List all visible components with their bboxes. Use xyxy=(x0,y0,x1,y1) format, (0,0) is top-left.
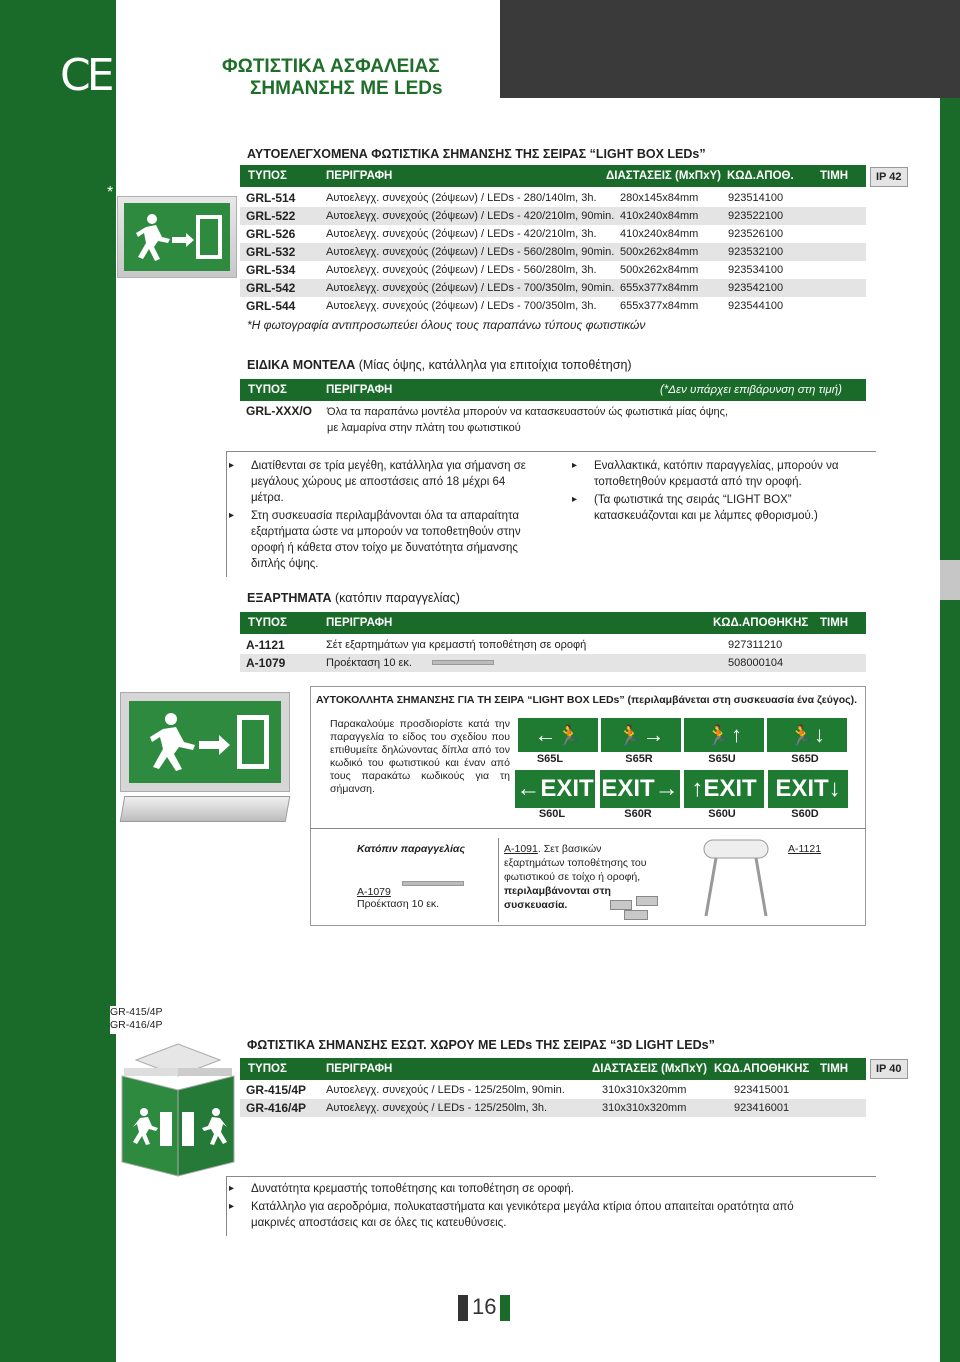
row-dims: 500x262x84mm xyxy=(620,246,699,258)
row-desc: Σέτ εξαρτημάτων για κρεμαστή τοποθέτηση σε οροφή xyxy=(326,639,587,651)
arrow-right-icon: → xyxy=(642,722,665,747)
row-code: 508000104 xyxy=(728,657,784,669)
arrow-down-icon: ↓ xyxy=(813,722,825,747)
sticker-code: S60U xyxy=(708,808,736,820)
row-dims: 500x262x84mm xyxy=(620,264,699,276)
col-price: ΤΙΜΗ xyxy=(820,617,849,629)
special-title-rest: (Μίας όψης, κατάλληλα για επιτοίχια τοποθέτηση) xyxy=(355,358,632,372)
row-type: GRL-522 xyxy=(246,209,296,223)
special-title-bold: ΕΙΔΙΚΑ ΜΟΝΤΕΛΑ xyxy=(247,358,356,372)
sticker-code: S65D xyxy=(791,753,819,765)
stickers-instructions: Παρακαλούμε προσδιορίστε κατά την παραγγελία το είδος του σχεδίου που επιθυμείτε δηλώνοντας δίπλα από τον κωδικό του φωτιστικού και έναν από τους παρακάτω κωδικούς για τη σήμανση. xyxy=(330,718,510,795)
title-line-2: ΣΗΜΑΝΣΗΣ ΜΕ LEDs xyxy=(250,78,443,99)
pictogram-sticker-left xyxy=(518,718,598,752)
row-dims: 410x240x84mm xyxy=(620,228,699,240)
row-code: 923522100 xyxy=(728,210,784,222)
row-code: 923532100 xyxy=(728,246,784,258)
lightbox-table-header xyxy=(240,165,866,187)
col-type: ΤΥΠΟΣ xyxy=(248,1063,287,1075)
page-number-text: 16 xyxy=(472,1294,497,1319)
col-desc: ΠΕΡΙΓΡΑΦΗ xyxy=(326,617,393,629)
3d-light-photo xyxy=(116,1034,240,1180)
col-type: ΤΥΠΟΣ xyxy=(248,170,287,182)
running-man-icon: 🏃 xyxy=(706,725,731,747)
divider-vertical xyxy=(498,838,499,922)
divider-vertical xyxy=(226,1176,227,1236)
sticker-code: S60R xyxy=(624,808,652,820)
extension-rod-image xyxy=(432,660,494,665)
col-price: ΤΙΜΗ xyxy=(820,170,849,182)
row-type: A-1079 xyxy=(246,656,286,670)
stickers-heading: ΑΥΤΟΚΟΛΛΗΤΑ ΣΗΜΑΝΣΗΣ ΓΙΑ ΤΗ ΣΕΙΡΑ “LIGHT BOX LEDs” (περιλαμβάνεται στη συσκευασία ένα ζεύγος). xyxy=(316,694,858,706)
3d-label-line-2: GR-416/4P xyxy=(110,1019,163,1031)
row-dims: 410x240x84mm xyxy=(620,210,699,222)
table-row xyxy=(240,279,866,297)
running-man-icon: 🏃 xyxy=(556,725,582,747)
accessories-title xyxy=(247,591,460,605)
row-desc: Αυτοελεγχ. συνεχούς (2όψεων) / LEDs - 700/350lm, 3h. xyxy=(326,300,597,312)
page-number-bar xyxy=(458,1295,468,1321)
col-type: ΤΥΠΟΣ xyxy=(248,384,287,396)
extension-rod-image xyxy=(402,881,464,886)
col-desc: ΠΕΡΙΓΡΑΦΗ xyxy=(326,1063,393,1075)
sign-frame xyxy=(120,692,290,792)
row-desc: Αυτοελεγχ. συνεχούς (2όψεων) / LEDs - 280/140lm, 3h. xyxy=(326,192,597,204)
row-dims: 280x145x84mm xyxy=(620,192,699,204)
special-desc xyxy=(327,404,728,436)
sticker-code: S60D xyxy=(791,808,819,820)
sticker-code: S65L xyxy=(536,753,564,765)
a1091-code: A-1091 xyxy=(504,843,538,855)
row-code: 927311210 xyxy=(728,639,783,651)
pictogram-sticker-right xyxy=(601,718,681,752)
row-desc: Προέκταση 10 εκ. xyxy=(326,657,412,669)
running-man-icon xyxy=(129,701,281,783)
running-man-icon: 🏃 xyxy=(617,725,643,747)
lightbox-sign-photo xyxy=(117,196,237,278)
table-row xyxy=(240,1099,866,1117)
a1091-bold: περιλαμβάνονται στη συσκευασία. xyxy=(504,885,611,911)
a1079-code: A-1079 xyxy=(357,886,391,898)
sticker-code: S65U xyxy=(708,753,736,765)
accessories-title-bold: ΕΞΑΡΤΗΜΑΤΑ xyxy=(247,591,332,605)
divider xyxy=(226,1176,876,1177)
row-desc: Αυτοελεγχ. συνεχούς (2όψεων) / LEDs - 420/210lm, 3h. xyxy=(326,228,597,240)
pictogram-sticker-down xyxy=(767,718,847,752)
special-models-title xyxy=(247,358,632,372)
title-line-1: ΦΩΤΙΣΤΙΚΑ ΑΣΦΑΛΕΙΑΣ xyxy=(222,56,440,77)
exit-sticker-up: ↑EXIT xyxy=(684,770,764,808)
pictogram-sticker-up xyxy=(684,718,764,752)
row-desc: Αυτοελεγχ. συνεχούς / LEDs - 125/250lm, 90min. xyxy=(326,1084,565,1096)
col-code: ΚΩΔ.ΑΠΟΘΗΚΗΣ xyxy=(713,617,809,629)
row-type: GR-416/4P xyxy=(246,1101,307,1115)
row-code: 923526100 xyxy=(728,228,784,240)
row-code: 923514100 xyxy=(728,192,784,204)
3d-section-title: ΦΩΤΙΣΤΙΚΑ ΣΗΜΑΝΣΗΣ ΕΣΩΤ. ΧΩΡΟΥ ΜΕ LEDs ΤΗΣ ΣΕΙΡΑΣ “3D LIGHT LEDs” xyxy=(247,1038,715,1052)
row-desc: Αυτοελεγχ. συνεχούς (2όψεων) / LEDs - 560/280lm, 90min. xyxy=(326,246,615,258)
table-row xyxy=(240,297,866,315)
page-number-bar-green xyxy=(500,1295,510,1321)
accessories-title-rest: (κατόπιν παραγγελίας) xyxy=(331,591,460,605)
hanging-kit-icon xyxy=(694,836,786,920)
3d-label xyxy=(110,1006,240,1034)
bullet-item: ▸ Εναλλακτικά, κατόπιν παραγγελίας, μπορούν να τοποθετηθούν κρεμαστά από την οροφή. xyxy=(572,458,868,490)
running-man-icon: 🏃 xyxy=(789,725,814,747)
left-green-band xyxy=(0,0,116,1362)
a1091-text: . Σετ βασικών εξαρτημάτων τοποθέτησης του φωτιστικού σε τοίχο ή οροφή, xyxy=(504,843,647,883)
col-code: ΚΩΔ.ΑΠΟΘ. xyxy=(727,170,794,182)
sticker-code: S60L xyxy=(538,808,566,820)
row-type: GRL-526 xyxy=(246,227,296,241)
row-type: GRL-534 xyxy=(246,263,296,277)
col-desc: ΠΕΡΙΓΡΑΦΗ xyxy=(326,384,393,396)
photo-note: *Η φωτογραφία αντιπροσωπεύει όλους τους παραπάνω τύπους φωτιστικών xyxy=(247,318,646,332)
bullets-left xyxy=(229,458,529,574)
3d-table-header xyxy=(240,1058,866,1080)
page-number xyxy=(458,1294,510,1322)
table-row xyxy=(240,225,866,243)
ip-rating-badge: IP 42 xyxy=(870,167,908,187)
sticker-code: S65R xyxy=(625,753,653,765)
divider xyxy=(310,828,866,829)
asterisk-mark: * xyxy=(107,184,114,201)
lightbox-section-title: ΑΥΤΟΕΛΕΓΧΟΜΕΝΑ ΦΩΤΙΣΤΙΚΑ ΣΗΜΑΝΣΗΣ ΤΗΣ ΣΕΙΡΑΣ “LIGHT BOX LEDs” xyxy=(247,147,706,161)
hanging-kit-image xyxy=(694,836,786,920)
sign-base xyxy=(120,796,291,822)
table-row xyxy=(240,189,866,207)
running-man-icon xyxy=(124,203,230,271)
bullet-item: ▸ Στη συσκευασία περιλαμβάνονται όλα τα απαραίτητα εξαρτήματα ώστε να μπορούν να τοποθετηθούν στην οροφή ή κάθετα στον τοίχο με δυνατότητα σήμανσης διπλής όψης. xyxy=(229,508,529,572)
special-desc-line-1: Όλα τα παραπάνω μοντέλα μπορούν να κατασκευαστούν ώς φωτιστικά μίας όψης, xyxy=(327,406,729,418)
row-code: 923415001 xyxy=(734,1084,790,1096)
table-row xyxy=(240,261,866,279)
lightbox-table-body xyxy=(240,189,866,315)
col-price: ΤΙΜΗ xyxy=(820,1063,849,1075)
row-dims: 655x377x84mm xyxy=(620,282,699,294)
row-desc: Αυτοελεγχ. συνεχούς / LEDs - 125/250lm, 3h. xyxy=(326,1102,548,1114)
table-row xyxy=(240,654,866,672)
row-type: GR-415/4P xyxy=(246,1083,307,1097)
3d-bullets xyxy=(229,1181,829,1233)
sign-green-face xyxy=(129,701,281,783)
table-row xyxy=(240,243,866,261)
row-desc: Αυτοελεγχ. συνεχούς (2όψεων) / LEDs - 420/210lm, 90min. xyxy=(326,210,615,222)
col-type: ΤΥΠΟΣ xyxy=(248,617,287,629)
col-dims: ΔΙΑΣΤΑΣΕΙΣ (ΜxΠxΥ) xyxy=(592,1063,708,1075)
row-type: A-1121 xyxy=(246,638,285,652)
3d-cube-icon xyxy=(116,1034,240,1180)
right-band-grey-tab xyxy=(940,560,960,600)
table-row xyxy=(240,207,866,225)
exit-sticker-down: EXIT↓ xyxy=(768,770,848,808)
top-dark-banner xyxy=(500,0,960,98)
3d-table-body xyxy=(240,1081,866,1117)
col-dims: ΔΙΑΣΤΑΣΕΙΣ (ΜxΠxΥ) xyxy=(606,170,722,182)
special-desc-line-2: με λαμαρίνα στην πλάτη του φωτιστικού xyxy=(327,422,521,434)
row-dims: 310x310x320mm xyxy=(602,1084,687,1096)
bullets-right xyxy=(572,458,868,526)
right-green-band xyxy=(940,0,960,1362)
exit-sticker-right: EXIT→ xyxy=(600,770,680,808)
col-note: (*Δεν υπάρχει επιβάρυνση στη τιμή) xyxy=(660,384,842,396)
row-desc: Αυτοελεγχ. συνεχούς (2όψεων) / LEDs - 700/350lm, 90min. xyxy=(326,282,615,294)
row-type: GRL-542 xyxy=(246,281,296,295)
3d-label-line-1: GR-415/4P xyxy=(110,1006,163,1018)
sign-green-face xyxy=(124,203,230,271)
arrow-left-icon: ← xyxy=(534,722,557,747)
row-type: GRL-532 xyxy=(246,245,296,259)
row-type: GRL-544 xyxy=(246,299,296,313)
row-code: 923534100 xyxy=(728,264,784,276)
bullet-item: ▸ Δυνατότητα κρεμαστής τοποθέτησης και τοποθέτηση σε οροφή. xyxy=(229,1181,829,1197)
mounting-brackets-image xyxy=(610,896,666,922)
exit-sticker-left: ←EXIT xyxy=(515,770,595,808)
accessories-table-header xyxy=(240,612,866,634)
row-type: GRL-514 xyxy=(246,191,296,205)
bullet-item: ▸ Διατίθενται σε τρία μεγέθη, κατάλληλα για σήμανση σε μεγάλους χώρους με αποστάσεις από 18 μέχρι 64 μέτρα. xyxy=(229,458,529,506)
bullet-item: ▸ Κατάλληλο για αεροδρόμια, πολυκαταστήματα και γενικότερα μεγάλα κτίρια όπου απαιτείται ορατότητα από μακρινές αποστάσεις και σε όλες τις κατευθύνσεις. xyxy=(229,1199,829,1231)
bullet-item: ▸ (Τα φωτιστικά της σειράς “LIGHT BOX” κατασκευάζονται και με λάμπες φθορισμού.) xyxy=(572,492,868,524)
row-dims: 655x377x84mm xyxy=(620,300,699,312)
row-desc: Αυτοελεγχ. συνεχούς (2όψεων) / LEDs - 560/280lm, 3h. xyxy=(326,264,597,276)
a1121-code: A-1121 xyxy=(788,843,822,855)
divider-vertical xyxy=(226,451,227,577)
order-label: Κατόπιν παραγγελίας xyxy=(357,843,465,855)
special-table-header xyxy=(240,379,866,401)
arrow-up-icon: ↑ xyxy=(730,722,742,747)
row-code: 923544100 xyxy=(728,300,784,312)
page-title xyxy=(222,56,482,100)
row-dims: 310x310x320mm xyxy=(602,1102,687,1114)
divider xyxy=(226,451,876,452)
special-type: GRL-XXX/O xyxy=(246,404,313,418)
table-row xyxy=(240,636,866,654)
row-code: 923542100 xyxy=(728,282,784,294)
a1079-desc: Προέκταση 10 εκ. xyxy=(357,898,440,910)
lightbox-product-photo xyxy=(120,692,290,832)
row-code: 923416001 xyxy=(734,1102,790,1114)
col-code: ΚΩΔ.ΑΠΟΘΗΚΗΣ xyxy=(714,1063,810,1075)
ce-mark: CE xyxy=(60,50,111,101)
accessories-table-body xyxy=(240,636,866,672)
table-row xyxy=(240,1081,866,1099)
col-desc: ΠΕΡΙΓΡΑΦΗ xyxy=(326,170,393,182)
ip-rating-badge: IP 40 xyxy=(870,1059,908,1079)
